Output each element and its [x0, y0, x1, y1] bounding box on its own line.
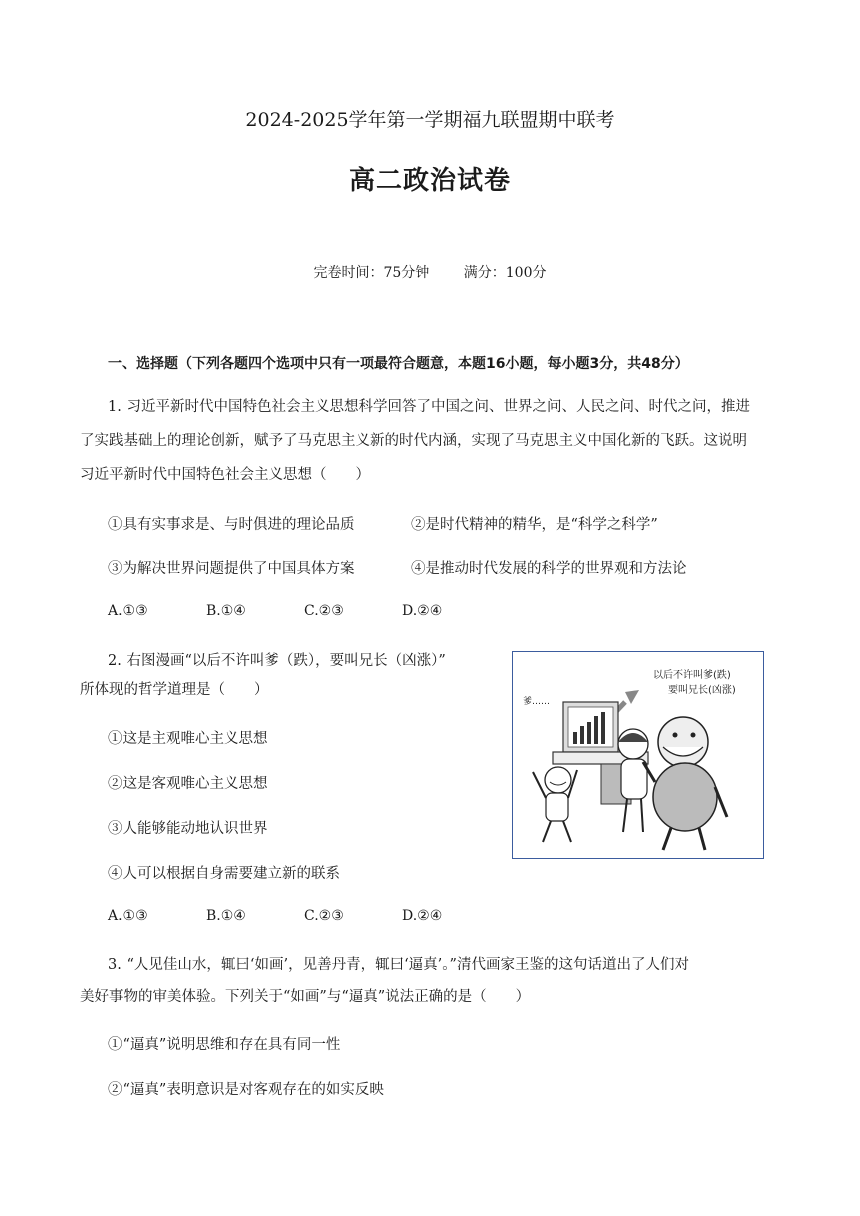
q3-stem-line1: 3. “人见佳山水，辄曰‘如画’，见善丹青，辄曰‘逼真’。”清代画家王鉴的这句话道出了人们对 — [108, 957, 689, 973]
q2-answer-d[interactable]: D.②④ — [402, 908, 443, 924]
q2-option-1: ①这是主观唯心主义思想 — [108, 731, 268, 747]
q1-answer-b[interactable]: B.①④ — [206, 603, 246, 619]
q1-option-2: ②是时代精神的精华，是“科学之科学” — [411, 517, 658, 533]
woman-icon — [618, 729, 648, 832]
q1-option-4: ④是推动时代发展的科学的世界观和方法论 — [411, 561, 687, 577]
cartoon-caption-line1: 以后不许叫爹(跌) — [653, 670, 731, 681]
q3-option-2: ②“逼真”表明意识是对客观存在的如实反映 — [108, 1082, 384, 1098]
q2-answer-c[interactable]: C.②③ — [304, 908, 344, 924]
cartoon-speech: 爹…… — [523, 697, 551, 707]
q1-option-1: ①具有实事求是、与时俱进的理论品质 — [108, 517, 355, 533]
q2-answer-a[interactable]: A.①③ — [108, 908, 148, 924]
section-heading: 一、选择题（下列各题四个选项中只有一项最符合题意，本题16小题，每小题3分，共48分） — [108, 356, 689, 372]
exam-meta — [0, 262, 860, 282]
exam-time: 完卷时间：75分钟 — [313, 265, 430, 281]
q2-answer-b[interactable]: B.①④ — [206, 908, 246, 924]
q1-answer-c[interactable]: C.②③ — [304, 603, 344, 619]
big-man-icon — [643, 717, 727, 850]
q1-stem-line2: 了实践基础上的理论创新，赋予了马克思主义新的时代内涵，实现了马克思主义中国化新的飞跃。这说明 — [80, 433, 747, 449]
q1-answers — [108, 603, 500, 619]
q3-option-1: ①“逼真”说明思维和存在具有同一性 — [108, 1037, 341, 1053]
q2-answers — [108, 908, 500, 924]
exam-title: 2024-2025学年第一学期福九联盟期中联考 — [245, 109, 615, 131]
q1-stem-line1: 1. 习近平新时代中国特色社会主义思想科学回答了中国之问、世界之问、人民之问、时代之问，推进 — [108, 399, 750, 415]
q1-answer-d[interactable]: D.②④ — [402, 603, 443, 619]
q2-option-2: ②这是客观唯心主义思想 — [108, 776, 268, 792]
exam-subtitle: 高二政治试卷 — [348, 166, 511, 196]
q2-option-4: ④人可以根据自身需要建立新的联系 — [108, 866, 340, 882]
q1-answer-a[interactable]: A.①③ — [108, 603, 148, 619]
small-man-icon — [533, 767, 577, 842]
q3-stem-line2: 美好事物的审美体验。下列关于“如画”与“逼真”说法正确的是（ ） — [80, 989, 531, 1005]
q2-option-3: ③人能够能动地认识世界 — [108, 821, 268, 837]
exam-score: 满分：100分 — [463, 265, 547, 281]
q2-stem-line2: 所体现的哲学道理是（ ） — [80, 682, 269, 698]
cartoon-caption-line2: 要叫兄长(凶涨) — [668, 685, 736, 696]
q2-stem-line1: 2. 右图漫画“以后不许叫爹（跌），要叫兄长（凶涨）” — [108, 653, 446, 669]
q1-stem-line3: 习近平新时代中国特色社会主义思想（ ） — [80, 467, 370, 483]
cartoon-illustration — [512, 651, 764, 859]
cartoon-drawing — [513, 652, 762, 857]
q1-option-3: ③为解决世界问题提供了中国具体方案 — [108, 561, 355, 577]
